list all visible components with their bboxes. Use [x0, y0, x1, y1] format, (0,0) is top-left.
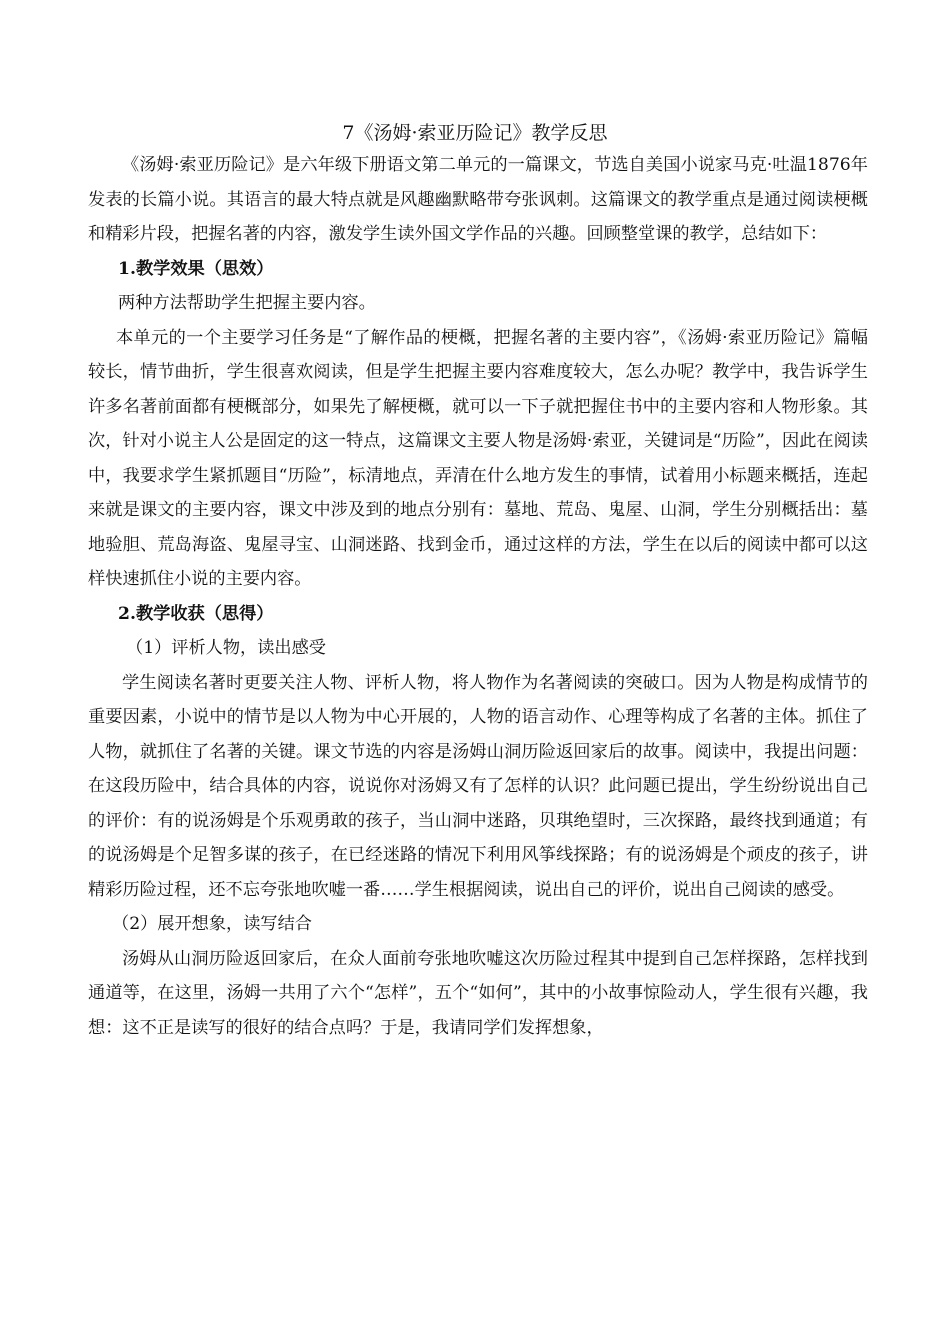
character-paragraph: 学生阅读名著时更要关注人物、评析人物，将人物作为名著阅读的突破口。因为人物是构成情节的重要因素，小说中的情节是以人物为中心开展的，人物的语言动作、心理等构成了名著的主体。抓住了人物，就抓住了名著的关键。课文节选的内容是汤姆山洞历险返回家后的故事。阅读中，我提出问题：在这段历险中，结合具体的内容，说说你对汤姆又有了怎样的认识？此问题已提出，学生纷纷说出自己的评价：有的说汤姆是个乐观勇敢的孩子，当山洞中迷路，贝琪绝望时，三次探路，最终找到通道；有的说汤姆是个足智多谋的孩子，在已经迷路的情况下利用风筝线探路；有的说汤姆是个顽皮的孩子，讲精彩历险过程，还不忘夸张地吹嘘一番……学生根据阅读，说出自己的评价，说出自己阅读的感受。	[88, 672, 868, 900]
subheading-character-analysis: （1）评析人物，读出感受	[126, 638, 326, 658]
subheading-imagination-writing: （2）展开想象，读写结合	[112, 914, 312, 934]
document-body	[88, 148, 868, 1045]
document-title: 7《汤姆·索亚历险记》教学反思	[342, 122, 608, 144]
section-heading-teaching-gains: 2.教学收获（思得）	[118, 603, 274, 624]
method-summary: 两种方法帮助学生把握主要内容。	[118, 293, 376, 313]
intro-paragraph: 《汤姆·索亚历险记》是六年级下册语文第二单元的一篇课文，节选自美国小说家马克·吐温1876年发表的长篇小说。其语言的最大特点就是风趣幽默略带夸张讽刺。这篇课文的教学重点是通过阅读梗概和精彩片段，把握名著的内容，激发学生读外国文学作品的兴趣。回顾整堂课的教学，总结如下：	[88, 155, 868, 244]
section-heading-teaching-effect: 1.教学效果（思效）	[118, 258, 274, 279]
method-paragraph: 本单元的一个主要学习任务是“了解作品的梗概，把握名著的主要内容”，《汤姆·索亚历险记》篇幅较长，情节曲折，学生很喜欢阅读，但是学生把握主要内容难度较大，怎么办呢？教学中，我告诉学生许多名著前面都有梗概部分，如果先了解梗概，就可以一下子就把握住书中的主要内容和人物形象。其次，针对小说主人公是固定的这一特点，这篇课文主要人物是汤姆·索亚，关键词是“历险”，因此在阅读中，我要求学生紧抓题目“历险”，标清地点，弄清在什么地方发生的事情，试着用小标题来概括，连起来就是课文的主要内容，课文中涉及到的地点分别有：墓地、荒岛、鬼屋、山洞，学生分别概括出：墓地验胆、荒岛海盗、鬼屋寻宝、山洞迷路、找到金币，通过这样的方法，学生在以后的阅读中都可以这样快速抓住小说的主要内容。	[88, 327, 868, 589]
imagination-paragraph: 汤姆从山洞历险返回家后，在众人面前夸张地吹嘘这次历险过程其中提到自己怎样探路，怎样找到通道等，在这里，汤姆一共用了六个“怎样”，五个“如何”，其中的小故事惊险动人，学生很有兴趣，我想：这不正是读写的很好的结合点吗？于是，我请同学们发挥想象，	[88, 948, 868, 1038]
